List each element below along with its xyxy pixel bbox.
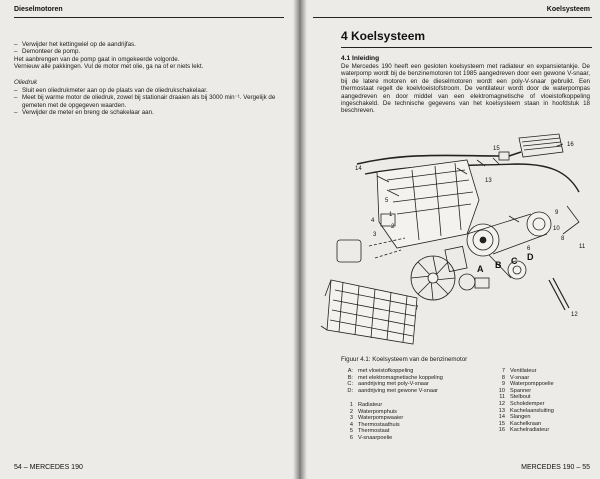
text-line: – Demonteer de pomp. [14,48,282,55]
legend-row: B: met elektromagnetische koppeling [347,374,443,381]
heater-radiator-drawing [519,134,563,157]
right-page [303,0,600,479]
legend-row: 13 Kachelaansluiting [498,407,554,414]
figure-caption: Figuur 4.1: Koelsysteem van de benzinemotor [341,356,468,363]
text-line: – Sluit een oliedrukmeter aan op de plaats van de oliedrukschakelaar. [14,87,276,94]
legend-row: C: aandrijving met poly-V-snaar [347,381,429,388]
fan-drawing [411,256,455,300]
text-line: Vernieuw alle pakkingen. Vul de motor met olie, ga na of er niets lekt. [14,63,204,71]
legend-letters [341,368,443,394]
figure-letter-d: D [527,252,534,262]
legend-row: 7 Ventilateur [501,368,537,374]
callout-10: 10 [553,226,560,232]
legend-row: 16 Kachelradiateur [498,427,550,434]
legend-row: 1 Radiateur [349,402,383,408]
intro-paragraph: De Mercedes 190 heeft een gesloten koelsysteem met radiateur en expansietankje. De waterpomp wordt bij de benzinemotoren tot 1985 aangedreven door een gewone V-snaar, bij de latere motoren en de dieselmotoren wordt een poly-V-snaar gebruikt. Een thermostaat regelt de koelvloeistofstroom. De ventilateur wordt door de waterpompas aangedreven en door middel van een elektromagnetische of vloeistofkoppeling ingeschakeld. De technische gegevens van het koelsysteem staan in hoofdstuk 18 beschreven. [341,63,590,115]
text-line: – Meet bij warme motor de oliedruk, zowel bij stationair draaien als bij 3000 min⁻¹. Vergelijk de gemeten met de opgegeven waarden. [14,94,276,109]
heater-valve-drawing [499,152,509,160]
legend-row: 8 V-snaar [501,374,530,381]
radiator-drawing [321,280,417,344]
legend-row: 12 Schokdemper [498,400,545,407]
callout-1: 1 [389,212,393,218]
callout-15: 15 [493,146,500,152]
callout-4: 4 [371,218,375,224]
callout-13: 13 [485,178,492,184]
legend-row: A: met vloeistofkoppeling [347,368,414,374]
callout-6: 6 [527,246,531,252]
callout-7: 7 [415,306,419,312]
right-footer: MERCEDES 190 – 55 [521,464,590,471]
text-line: – Verwijder de meter en breng de schakelaar aan. [14,109,276,116]
left-running-head: Dieselmotoren [14,6,63,13]
chapter-title: 4 Koelsysteem [341,29,426,43]
callout-14: 14 [355,166,362,172]
left-footer: 54 – MERCEDES 190 [14,464,83,471]
right-header-rule [313,17,592,18]
callout-3: 3 [373,232,377,238]
expansion-tank-drawing [337,240,361,262]
engine-block-drawing [377,160,479,248]
callout-8: 8 [561,236,565,242]
legend-row: D: aandrijving met gewone V-snaar [347,387,438,394]
section-title: 4.1 Inleiding [341,55,380,62]
callout-12: 12 [571,312,578,318]
figure-letter-b: B [495,260,502,270]
book-gutter [293,0,307,479]
text-line: Het aanbrengen van de pomp gaat in omgekeerde volgorde. [14,55,180,63]
legend-row: 3 Waterpompwaaier [349,415,404,422]
cooling-system-figure [317,130,593,352]
left-subheading: Oliedruk [14,79,38,86]
legend-row: 10 Spanner [498,387,532,394]
left-text-block-2 [14,87,276,117]
legend-row: 6 V-snaarpoelie [349,434,393,441]
text-line: – Verwijder het kettingwiel op de aandrijfas. [14,41,282,48]
legend-row: 11 Stelbout [499,394,531,401]
legend-parts-col2 [493,368,554,434]
callout-5: 5 [385,198,389,204]
legend-row: 15 Kachelkraan [498,420,542,427]
callout-16: 16 [567,142,574,148]
legend-row: 5 Thermostaat [349,428,390,435]
right-running-head: Koelsysteem [546,6,590,13]
left-header-rule [14,17,284,18]
legend-parts-col1 [341,402,403,442]
legend-row: 14 Slangen [498,414,531,421]
chapter-rule [341,47,592,48]
callout-11: 11 [579,244,586,250]
legend-row: 2 Waterpomphuis [349,408,397,415]
pulley-assembly-drawing [467,206,579,279]
left-text-block-1 [14,41,282,71]
figure-letter-c: C [511,256,518,266]
legend-row: 9 Waterpomppoelie [501,381,554,388]
left-page [0,0,297,479]
legend-row: 4 Thermostaathuis [349,421,400,428]
callout-9: 9 [555,210,559,216]
callout-2: 2 [391,224,395,230]
shock-absorber-drawing [549,278,569,310]
figure-letter-a: A [477,264,484,274]
